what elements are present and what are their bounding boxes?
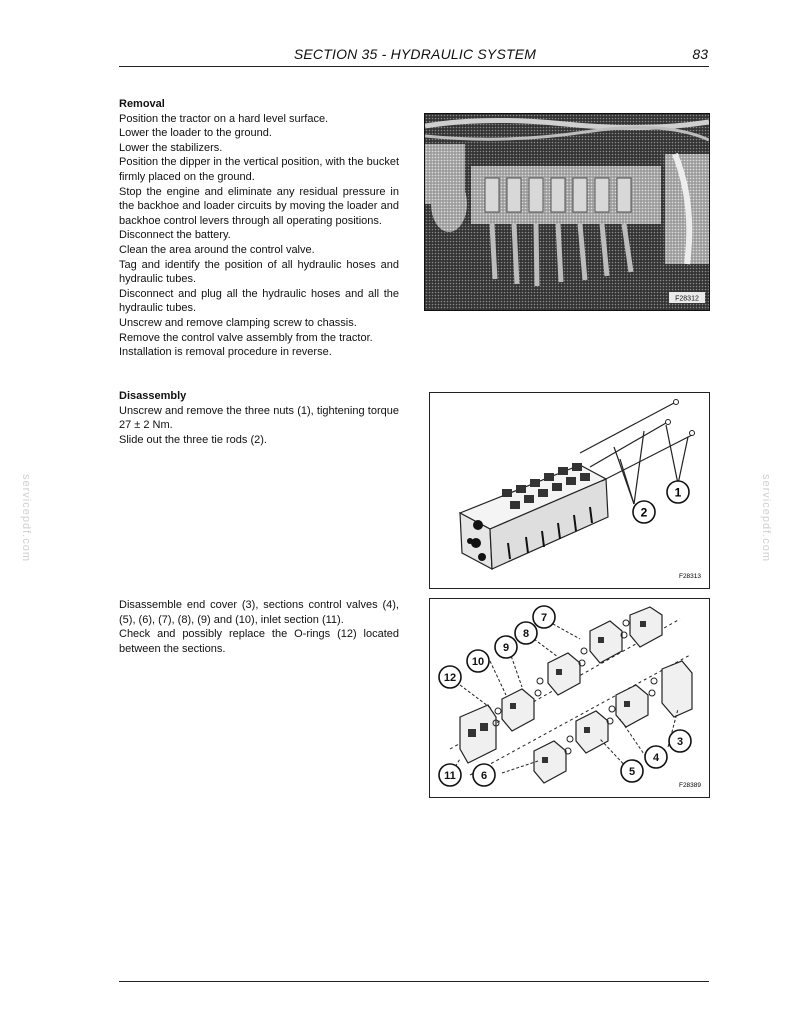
header-rule [119, 66, 709, 67]
removal-step: Position the tractor on a hard level surface. [119, 112, 329, 125]
control-valve-photo [424, 113, 710, 311]
callout-4: 4 [652, 752, 660, 764]
disassembly-step: Check and possibly replace the O-rings (12) located between the sections. [119, 628, 399, 655]
page-number: 83 [692, 46, 708, 62]
exploded-figure-code: F28389 [678, 782, 702, 789]
callout-10: 10 [471, 656, 485, 668]
callout-12: 12 [443, 672, 457, 684]
footer-rule [119, 981, 709, 982]
removal-step: Installation is removal procedure in reverse. [119, 346, 332, 359]
callout-1: 1 [674, 485, 682, 500]
removal-step: Position the dipper in the vertical position, with the bucket firmly placed on the ground. [119, 156, 399, 183]
callout-9: 9 [502, 642, 510, 654]
disassembly-step: Unscrew and remove the three nuts (1), tightening torque 27 ± 2 Nm. [119, 404, 399, 432]
removal-step: Unscrew and remove clamping screw to chassis. [119, 316, 357, 329]
exploded-view-figure [429, 598, 710, 798]
removal-step: Lower the stabilizers. [119, 141, 223, 154]
disassembly-step: Disassemble end cover (3), sections control valves (4), (5), (6), (7), (8), (9) and (10), inlet section (11). [119, 599, 399, 626]
callout-3: 3 [676, 736, 684, 748]
tie-rods-figure-code: F28313 [678, 573, 702, 580]
callout-2: 2 [640, 505, 648, 520]
removal-step: Lower the loader to the ground. [119, 127, 272, 140]
disassembly-section-2 [119, 598, 399, 656]
removal-step: Tag and identify the position of all hydraulic hoses and hydraulic tubes. [119, 258, 399, 286]
callout-11: 11 [444, 770, 456, 782]
removal-step: Disconnect the battery. [119, 229, 231, 242]
removal-step: Disconnect and plug all the hydraulic hoses and all the hydraulic tubes. [119, 287, 399, 315]
disassembly-heading: Disassembly [119, 390, 187, 402]
disassembly-section [119, 389, 399, 447]
callout-8: 8 [522, 628, 530, 640]
removal-step: Clean the area around the control valve. [119, 243, 315, 256]
disassembly-step: Slide out the three tie rods (2). [119, 433, 267, 446]
callout-6: 6 [480, 770, 488, 782]
removal-step: Stop the engine and eliminate any residual pressure in the backhoe and loader circuits by moving the loader and backhoe control levers through all operating positions. [119, 185, 399, 227]
callout-7: 7 [540, 612, 548, 624]
section-title: SECTION 35 - HYDRAULIC SYSTEM [293, 46, 537, 62]
photo-figure-code: F28312 [675, 295, 699, 303]
removal-heading: Removal [119, 98, 165, 110]
removal-step: Remove the control valve assembly from the tractor. [119, 331, 373, 344]
removal-section [119, 97, 399, 360]
watermark-right: servicepdf.com [759, 474, 772, 562]
tie-rods-figure [429, 392, 710, 589]
callout-5: 5 [628, 766, 636, 778]
watermark-left: servicepdf.com [19, 474, 32, 562]
